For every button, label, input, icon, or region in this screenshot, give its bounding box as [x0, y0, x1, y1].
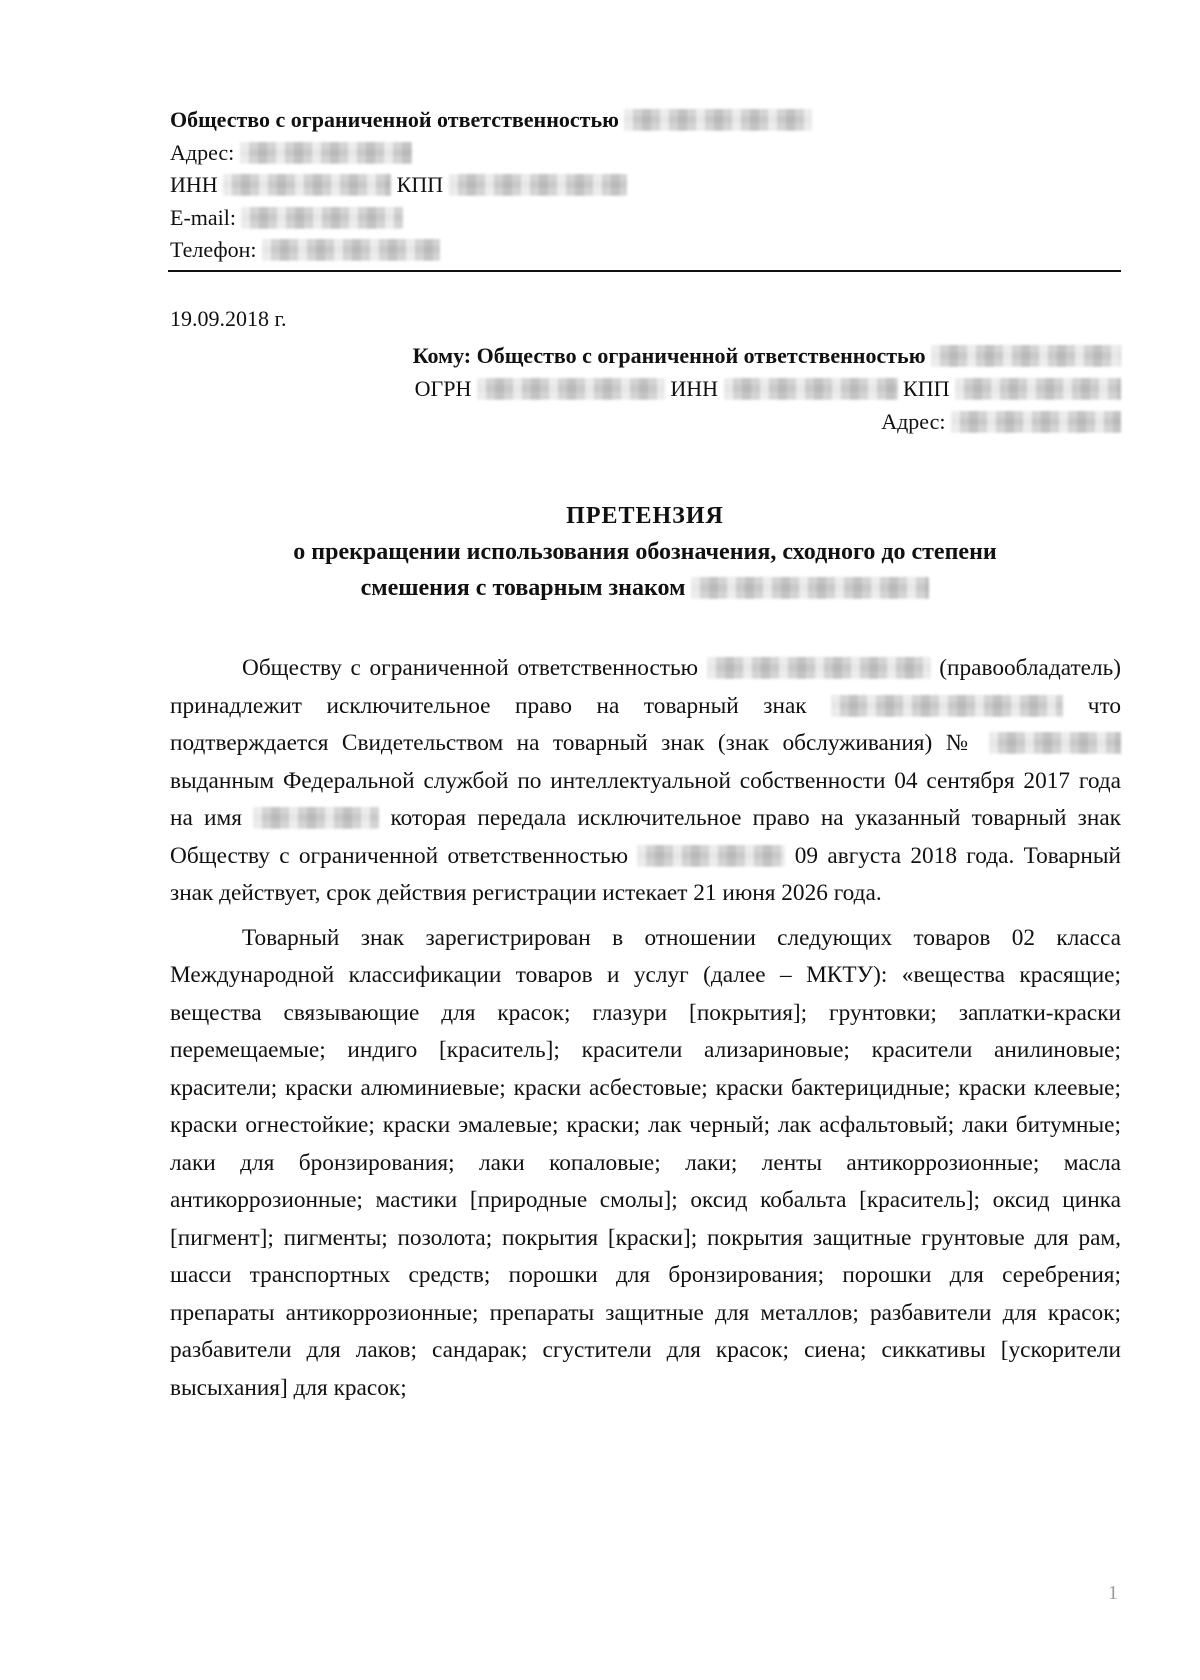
addressee-ids-line: [300, 372, 1121, 405]
redacted-certificate-number: [989, 732, 1121, 754]
p1-text-b: (правообладатель) принадлежит исключительное право на товарный знак: [170, 655, 1122, 719]
sender-header: [170, 104, 1120, 267]
title-subline-1: о прекращении использования обозначения, сходного до степени: [293, 539, 997, 565]
title-subline-2-text: смешения с товарным знаком: [360, 575, 686, 601]
sender-org-label: Общество с ограниченной ответственностью: [170, 107, 619, 132]
addressee-org-line: [300, 339, 1121, 372]
p1-text-d: выданным Федеральной службой по интеллектуальной собственности 04 сентября 2017 года на имя: [170, 767, 1121, 831]
redacted-addressee-ogrn: [477, 378, 665, 400]
page-number: 1: [1108, 1582, 1118, 1604]
redacted-trademark: [831, 695, 1063, 717]
addressee-address-line: [300, 405, 1121, 438]
redacted-addressee-inn: [724, 378, 898, 400]
title-subline-2: [140, 570, 1150, 606]
sender-email-line: [170, 202, 1120, 235]
redacted-addressee-name: [931, 345, 1121, 367]
addressee-address-label: Адрес:: [881, 409, 946, 434]
addressee-inn-label: ИНН: [670, 376, 719, 401]
sender-phone-line: [170, 234, 1120, 267]
redacted-owner-name: [253, 807, 379, 829]
sender-phone-label: Телефон:: [170, 237, 257, 262]
sender-org-line: [170, 104, 1120, 137]
redacted-sender-phone: [262, 239, 440, 261]
addressee-ogrn-label: ОГРН: [414, 376, 472, 401]
redacted-trademark-name: [691, 577, 929, 599]
sender-email-label: E-mail:: [170, 204, 236, 230]
addressee-block: [300, 339, 1121, 438]
redacted-addressee-kpp: [955, 378, 1121, 400]
sender-inn-kpp-line: [170, 169, 1120, 202]
redacted-sender-name: [624, 109, 812, 131]
title-main: ПРЕТЕНЗИЯ: [566, 503, 724, 529]
redacted-sender-email: [241, 207, 403, 229]
document-date: 19.09.2018 г.: [170, 306, 287, 331]
addressee-to-label: Кому: Общество с ограниченной ответственностью: [412, 343, 926, 368]
p1-text-a: Обществу с ограниченной ответственностью: [242, 655, 699, 681]
sender-inn-label: ИНН: [170, 172, 218, 197]
body-paragraph-2: Товарный знак зарегистрирован в отношении следующих товаров 02 класса Международной классификации товаров и услуг (далее – МКТУ): «вещества красящие; вещества связывающие для красок; глазури [покрытия]; грунтовки; заплатки-краски перемещаемые; индиго [краситель]; красители ализариновые; красители анилиновые; красители; краски алюминиевые; краски асбестовые; краски бактерицидные; краски клеевые; краски огнестойкие; краски эмалевые; краски; лак черный; лак асфальтовый; лаки битумные; лаки для бронзирования; лаки копаловые; лаки; ленты антикоррозионные; масла антикоррозионные; мастики [природные смолы]; оксид кобальта [краситель]; оксид цинка [пигмент]; пигменты; позолота; покрытия [краски]; покрытия защитные грунтовые для рам, шасси транспортных средств; порошки для бронзирования; порошки для серебрения; препараты антикоррозионные; препараты защитные для металлов; разбавители для красок; разбавители для лаков; сандарак; сгустители для красок; сиена; сиккативы [ускорители высыхания] для красок;: [170, 924, 1121, 1401]
document-body: [170, 650, 1121, 1414]
p1-text-f: 09 августа 2018 года. Товарный знак действует, срок действия регистрации истекает 21 июня 2026 года.: [170, 842, 1121, 906]
sender-address-line: [170, 137, 1120, 170]
addressee-kpp-label: КПП: [903, 376, 950, 401]
redacted-addressee-address: [951, 411, 1121, 433]
p1-text-e: которая передала исключительное право на указанный товарный знак Обществу с ограниченной ответственностью: [170, 805, 1121, 869]
redacted-sender-address: [240, 142, 412, 164]
document-title: [140, 498, 1150, 606]
redacted-rightholder: [707, 657, 931, 679]
sender-kpp-label: КПП: [396, 172, 444, 197]
redacted-sender-kpp: [449, 174, 627, 196]
body-paragraph-1: [170, 650, 1121, 913]
redacted-assignee-name: [637, 845, 785, 867]
sender-address-label: Адрес:: [170, 139, 235, 165]
p1-text-c: что подтверждается Свидетельством на товарный знак (знак обслуживания) №: [170, 692, 1122, 756]
redacted-sender-inn: [223, 174, 391, 196]
header-divider: [168, 270, 1121, 272]
